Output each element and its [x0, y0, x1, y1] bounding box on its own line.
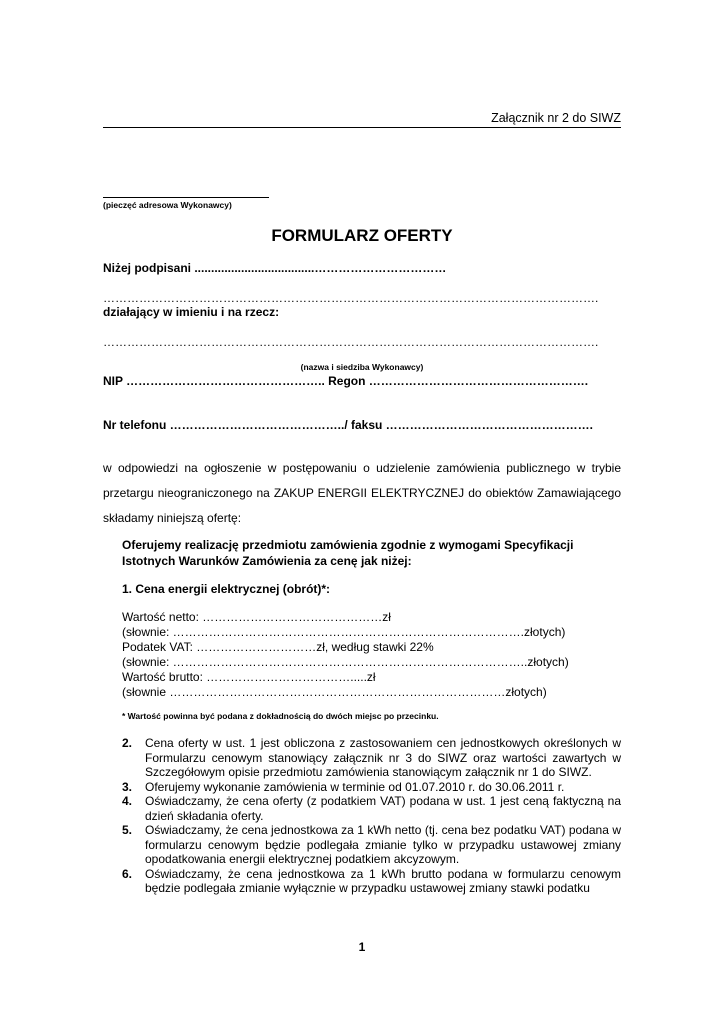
declarations-list	[122, 736, 621, 896]
attachment-label: Załącznik nr 2 do SIWZ	[491, 111, 621, 125]
value-gross: Wartość brutto: ……………………………….....zł	[122, 670, 376, 684]
dots-line-2: …………………………………………………………………………………………………………….	[103, 335, 599, 349]
item-text: Oświadczamy, że cena oferty (z podatkiem VAT) podana w ust. 1 jest ceną faktyczną na dzień składania oferty.	[145, 794, 621, 823]
list-item	[122, 736, 621, 780]
nip-regon-line: NIP ………………………………………….. Regon ……………………………………………….	[103, 374, 589, 388]
list-item	[122, 794, 621, 823]
header-divider	[103, 127, 621, 128]
vat-words: (słownie: ……………………………………………………………………………..złotych)	[122, 655, 569, 669]
list-item	[122, 867, 621, 896]
item-number: 5.	[122, 823, 133, 837]
stamp-caption: (pieczęć adresowa Wykonawcy)	[103, 200, 232, 210]
dots-line-1: …………………………………………………………………………………………………………….	[103, 291, 599, 305]
section-1-heading: 1. Cena energii elektrycznej (obrót)*:	[122, 582, 331, 596]
stamp-signature-line	[103, 197, 269, 198]
item-number: 6.	[122, 866, 133, 881]
intro-paragraph: w odpowiedzi na ogłoszenie w postępowaniu o udzielenie zamówienia publicznego w trybie przetargu nieograniczonego na ZAKUP ENERGII ELEKTRYCZNEJ do obiektów Zamawiającego składamy niniejszą ofertę:	[103, 461, 621, 525]
item-text: Cena oferty w ust. 1 jest obliczona z zastosowaniem cen jednostkowych określonych w Formularzu cenowym stanowiący załącznik nr 3 do SIWZ oraz wartości zawartych w Szczegółowym opisie przedmiotu zamówienia stanowiącym załącznik nr 1 do SIWZ.	[145, 736, 621, 779]
value-net-words: (słownie: …………………………………………………………………………….złotych)	[122, 625, 566, 639]
item-text: Oświadczamy, że cena jednostkowa za 1 kWh netto (tj. cena bez podatku VAT) podana w formularzu cenowym będzie podlegała zmianie tylko w przypadku ustawowej zmiany opodatkowania energii elektrycznej podatkiem akcyzowym.	[145, 823, 621, 866]
acting-line: działający w imieniu i na rzecz:	[103, 305, 280, 319]
list-item	[122, 823, 621, 867]
offer-statement: Oferujemy realizację przedmiotu zamówienia zgodnie z wymogami Specyfikacji Istotnych Warunków Zamówienia za cenę jak niżej:	[122, 538, 574, 568]
vat-line: Podatek VAT: …………………………zł, według stawki 22%	[122, 640, 434, 654]
footnote: * Wartość powinna być podana z dokładnością do dwóch miejsc po przecinku.	[122, 711, 439, 721]
value-net: Wartość netto: ………………………………………zł	[122, 610, 391, 624]
item-text: Oświadczamy, że cena jednostkowa za 1 kWh brutto podana w formularzu cenowym będzie podlegała zmianie wyłącznie w przypadku ustawowej zmiany stawki podatku	[145, 866, 621, 895]
item-number: 2.	[122, 736, 133, 750]
item-text: Oferujemy wykonanie zamówienia w terminie od 01.07.2010 r. do 30.06.2011 r.	[145, 779, 565, 794]
phone-fax-line: Nr telefonu ……………………………………../ faksu …………………………………………….	[103, 418, 594, 432]
name-caption: (nazwa i siedziba Wykonawcy)	[300, 362, 424, 372]
page-title: FORMULARZ OFERTY	[271, 226, 453, 245]
item-number: 3.	[122, 779, 133, 794]
signed-line: Niżej podpisani ....................................……………………………	[103, 261, 447, 275]
value-gross-words: (słownie …………………………………………………………………………złotych)	[122, 685, 547, 699]
item-number: 4.	[122, 794, 133, 808]
page-number: 1	[358, 940, 366, 954]
list-item	[122, 780, 621, 795]
